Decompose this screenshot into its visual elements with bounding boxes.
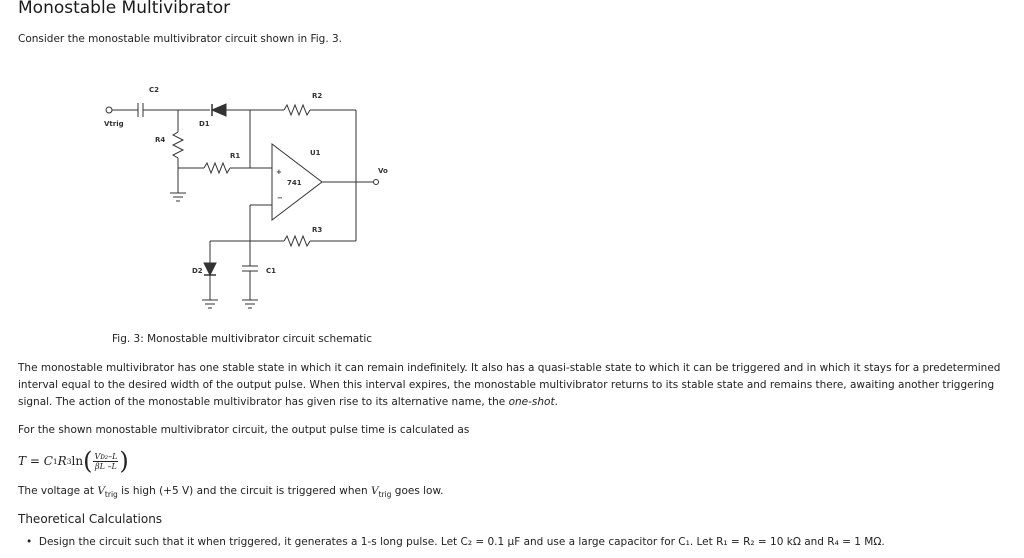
- d2-diode: [204, 263, 216, 275]
- page-title: Monostable Multivibrator: [18, 0, 231, 18]
- label-u1: U1: [310, 149, 321, 157]
- label-vtrig: Vtrig: [104, 120, 124, 128]
- vo-terminal: [374, 180, 379, 185]
- label-plus: +: [276, 168, 282, 176]
- paragraph-line: signal. The action of the monostable multivibrator has given rise to its alternative name, the one-shot.: [18, 396, 558, 408]
- label-c2: C2: [149, 86, 160, 94]
- label-d2: D2: [192, 267, 203, 275]
- list-item: • Design the circuit such that it when triggered, it generates a 1-s long pulse. Let C₂ = 0.1 μF and use a large capacitor for C₁. Let R₁ = R₂ = 10 kΩ and R₄ = 1 MΩ.: [26, 536, 885, 548]
- label-vo: Vo: [378, 167, 388, 175]
- r1-resistor: [204, 163, 230, 173]
- paragraph-line: interval equal to the desired width of the output pulse. When this interval expires, the monostable multivibrator returns to its stable state and remains there, awaiting another triggering: [18, 379, 995, 391]
- section-heading: Theoretical Calculations: [18, 512, 163, 526]
- r2-resistor: [284, 105, 310, 115]
- label-r2: R2: [312, 92, 323, 100]
- pulse-time-formula: T = C 1 R 3 ln ( $\frac{\text{Vᴅ₂–L}}{\beta L -L}$ ): [18, 447, 129, 475]
- figure-caption: Fig. 3: Monostable multivibrator circuit schematic: [112, 333, 373, 345]
- intro-text: Consider the monostable multivibrator circuit shown in Fig. 3.: [18, 33, 343, 45]
- r3-resistor: [284, 236, 310, 246]
- label-c1: C1: [266, 267, 277, 275]
- vtrig-terminal: [106, 107, 112, 113]
- d1-diode: [212, 104, 226, 116]
- r4-resistor: [173, 132, 183, 158]
- label-r4: R4: [155, 136, 166, 144]
- formula-intro: For the shown monostable multivibrator circuit, the output pulse time is calculated as: [18, 424, 470, 436]
- trigger-description: The voltage at $V_{trig}$ is high (+5 V) and the circuit is triggered when $V_{trig}$ goes low.: [18, 485, 444, 499]
- circuit-schematic: [0, 70, 460, 330]
- label-d1: D1: [199, 120, 210, 128]
- label-minus: −: [277, 194, 283, 202]
- label-r1: R1: [230, 152, 241, 160]
- paragraph-line: The monostable multivibrator has one stable state in which it can remain indefinitely. It also has a quasi-stable state to which it can be triggered and in which it stays for a predetermined: [18, 362, 1001, 374]
- label-r3: R3: [312, 226, 323, 234]
- label-741: 741: [287, 179, 302, 187]
